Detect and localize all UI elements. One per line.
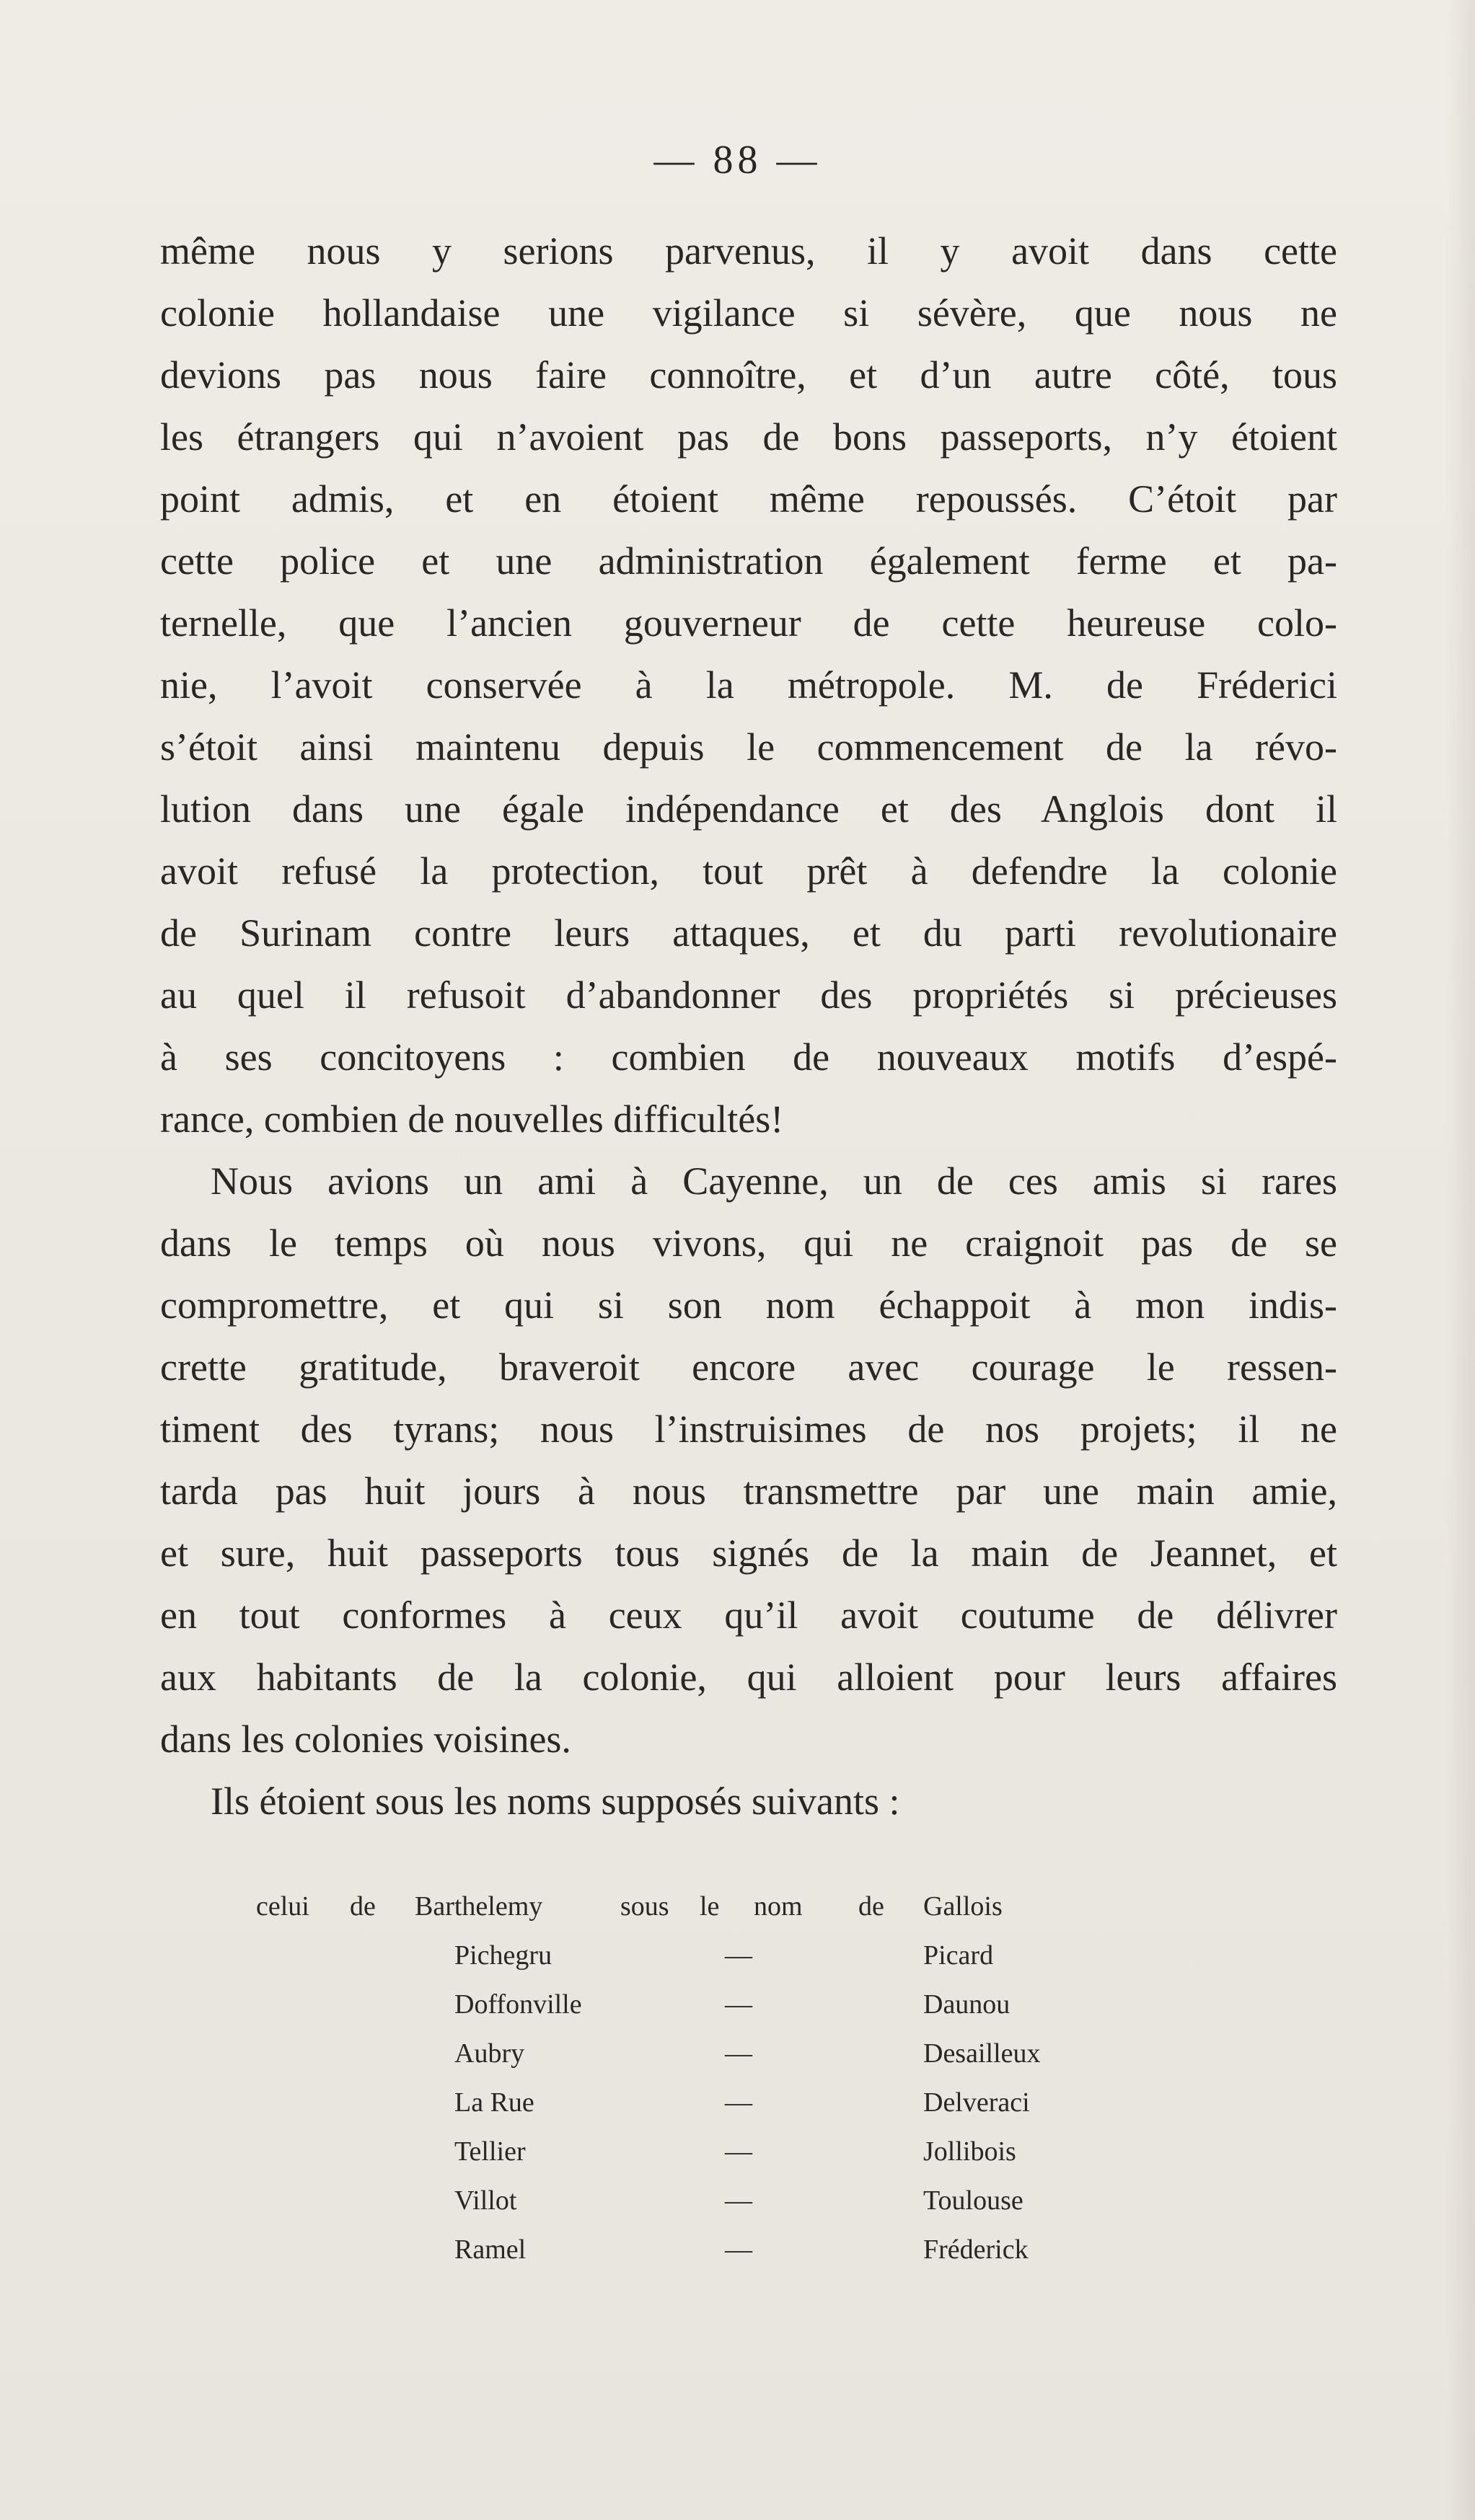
text-line: et sure, huit passeports tous signés de la main de Jeannet, et [160,1531,1337,1575]
text-line: colonie hollandaise une vigilance si sévère, que nous ne [160,291,1337,335]
alias-name: Toulouse [923,2185,1023,2216]
header-word: de [350,1891,376,1922]
text-line: dans le temps où nous vivons, qui ne craignoit pas de se [160,1221,1337,1265]
text-line: crette gratitude, braveroit encore avec courage le ressen- [160,1345,1337,1389]
alias-row [256,1931,1122,1980]
alias-name: Jollibois [923,2136,1016,2167]
alias-row [256,2078,1122,2127]
real-name: La Rue [454,2087,534,2118]
alias-row [256,2127,1122,2176]
text-line: timent des tyrans; nous l’instruisimes de nos projets; il ne [160,1407,1337,1451]
text-line: point admis, et en étoient même repoussés. C’étoit par [160,477,1337,521]
alias-name: Fréderick [923,2234,1029,2265]
alias-row [256,2029,1122,2078]
real-name: Ramel [454,2234,527,2265]
dash: — [725,2185,752,2216]
text-line: rance, combien de nouvelles difficultés! [160,1097,784,1141]
text-line: même nous y serions parvenus, il y avoit dans cette [160,229,1337,273]
text-line: compromettre, et qui si son nom échappoit à mon indis- [160,1283,1337,1327]
real-name: Tellier [454,2136,526,2167]
dash: — [725,2234,752,2265]
page-edge-shadow [1446,0,1475,2520]
header-word: de [858,1891,884,1922]
text-line: Ils étoient sous les noms supposés suivants : [211,1780,900,1823]
text-line: au quel il refusoit d’abandonner des propriétés si précieuses [160,973,1337,1017]
text-line: cette police et une administration également ferme et pa- [160,539,1337,583]
text-line: s’étoit ainsi maintenu depuis le commencement de la révo- [160,725,1337,769]
real-name: Aubry [454,2038,525,2069]
text-line: ternelle, que l’ancien gouverneur de cette heureuse colo- [160,601,1337,645]
header-word: Barthelemy [415,1891,543,1922]
alias-name: Picard [923,1940,994,1971]
alias-list [256,1882,1122,2274]
text-line: dans les colonies voisines. [160,1717,571,1761]
text-line: lution dans une égale indépendance et des Anglois dont il [160,787,1337,831]
dash: — [725,1989,752,2020]
dash: — [725,2087,752,2118]
text-line: aux habitants de la colonie, qui alloient pour leurs affaires [160,1655,1337,1699]
alias-row [256,2225,1122,2274]
alias-name: Delveraci [923,2087,1030,2118]
text-line: à ses concitoyens : combien de nouveaux motifs d’espé- [160,1035,1337,1079]
text-line: de Surinam contre leurs attaques, et du parti revolutionaire [160,911,1337,955]
header-word: Gallois [923,1891,1003,1922]
real-name: Villot [454,2185,517,2216]
header-word: nom [754,1891,803,1922]
dash: — [725,2038,752,2069]
page-number: — 88 — [653,138,822,182]
alias-list-header [256,1882,1122,1931]
alias-name: Desailleux [923,2038,1041,2069]
text-line: devions pas nous faire connoître, et d’un autre côté, tous [160,353,1337,397]
body-text [160,220,1337,1832]
header-word: celui [256,1891,309,1922]
header-word: sous [620,1891,669,1922]
alias-name: Daunou [923,1989,1011,2020]
alias-row [256,2176,1122,2225]
text-line: Nous avions un ami à Cayenne, un de ces amis si rares [211,1159,1337,1203]
alias-row [256,1980,1122,2029]
dash: — [725,2136,752,2167]
text-line: nie, l’avoit conservée à la métropole. M. de Fréderici [160,663,1337,707]
real-name: Doffonville [454,1989,582,2020]
text-line: tarda pas huit jours à nous transmettre par une main amie, [160,1469,1337,1513]
text-line: en tout conformes à ceux qu’il avoit coutume de délivrer [160,1593,1337,1637]
text-line: avoit refusé la protection, tout prêt à defendre la colonie [160,849,1337,893]
real-name: Pichegru [454,1940,552,1971]
dash: — [725,1940,752,1971]
text-line: les étrangers qui n’avoient pas de bons passeports, n’y étoient [160,415,1337,459]
header-word: le [700,1891,720,1922]
